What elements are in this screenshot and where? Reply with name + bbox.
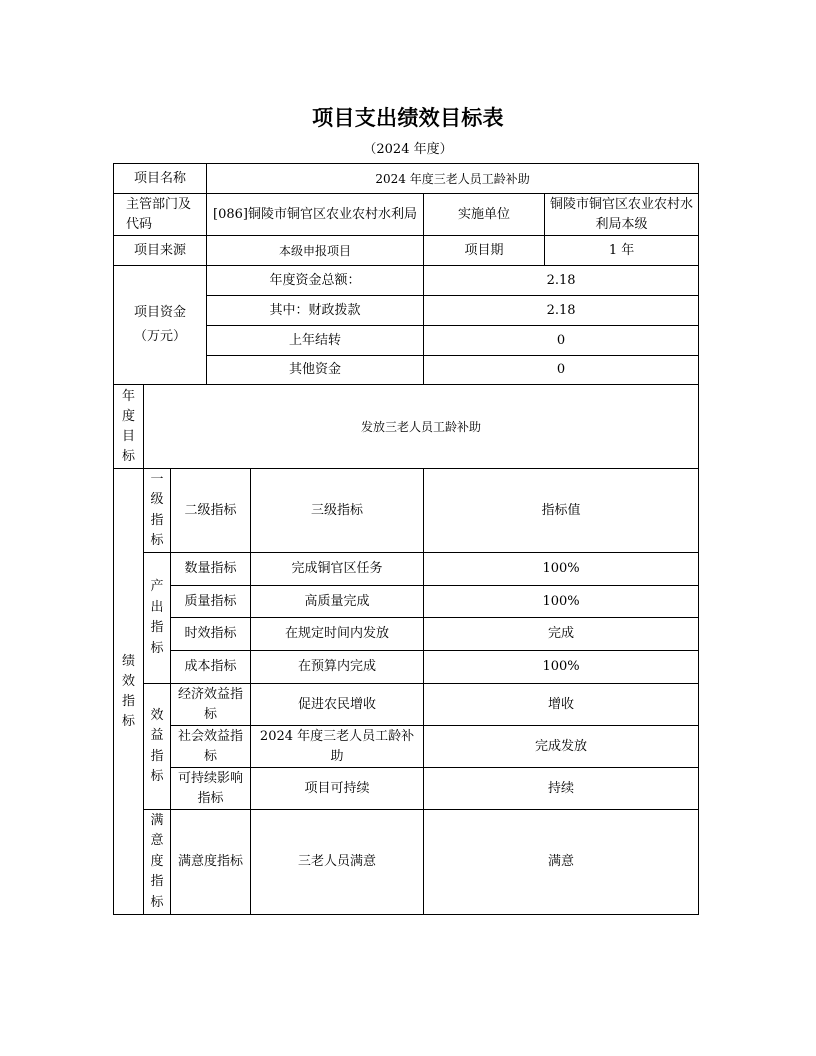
level2-cell: 社会效益指标 [171, 726, 251, 768]
fund-row-label: 其他资金 [207, 356, 424, 385]
indicator-value: 满意 [424, 810, 699, 915]
level1-output-indicator [144, 553, 171, 684]
level2-cell: 数量指标 [171, 553, 251, 586]
level1-satisfaction-text: 满意度指标 [150, 812, 164, 910]
level2-cell: 可持续影响指标 [171, 768, 251, 810]
performance-indicators-label [114, 469, 144, 915]
fund-row-value: 0 [424, 356, 699, 385]
indicator-header-row [114, 469, 699, 553]
level2-header: 二级指标 [171, 469, 251, 553]
fund-row-value: 2.18 [424, 266, 699, 296]
document-year: （2024 年度） [363, 142, 453, 157]
indicator-row [114, 618, 699, 651]
department-row [114, 194, 699, 236]
level3-cell: 项目可持续 [251, 768, 424, 810]
annual-goal-text: 发放三老人员工龄补助 [144, 385, 699, 469]
project-funds-unit: （万元） [134, 329, 187, 344]
department-value: [086]铜陵市铜官区农业农村水利局 [207, 194, 424, 236]
period-label: 项目期 [424, 236, 545, 266]
source-value: 本级申报项目 [207, 236, 424, 266]
annual-goal-label-text: 年度目标 [122, 388, 136, 464]
source-row [114, 236, 699, 266]
level1-benefit-indicator [144, 684, 171, 810]
indicator-row [114, 768, 699, 810]
indicator-value: 100% [424, 553, 699, 586]
indicator-row [114, 553, 699, 586]
indicator-value: 100% [424, 586, 699, 618]
level3-cell: 三老人员满意 [251, 810, 424, 915]
document-title: 项目支出绩效目标表 [312, 106, 504, 130]
level2-cell: 时效指标 [171, 618, 251, 651]
performance-target-table [113, 163, 699, 915]
level1-satisfaction-indicator [144, 810, 171, 915]
level3-header: 三级指标 [251, 469, 424, 553]
level3-cell: 在规定时间内发放 [251, 618, 424, 651]
fund-row-value: 2.18 [424, 296, 699, 326]
annual-goal-row [114, 385, 699, 469]
project-name-label: 项目名称 [114, 164, 207, 194]
level3-cell: 高质量完成 [251, 586, 424, 618]
fund-row-label: 其中：财政拨款 [207, 296, 424, 326]
level3-cell: 在预算内完成 [251, 651, 424, 684]
indicator-row [114, 651, 699, 684]
performance-indicators-label-text: 绩效指标 [122, 653, 136, 729]
implementer-value: 铜陵市铜官区农业农村水利局本级 [545, 194, 699, 236]
project-funds-label-text: 项目资金 [134, 305, 187, 320]
implementer-label: 实施单位 [424, 194, 545, 236]
annual-goal-label [114, 385, 144, 469]
indicator-row [114, 810, 699, 915]
indicator-row [114, 726, 699, 768]
indicator-value: 持续 [424, 768, 699, 810]
indicator-row [114, 684, 699, 726]
period-value: 1 年 [545, 236, 699, 266]
level3-cell: 2024 年度三老人员工龄补助 [251, 726, 424, 768]
indicator-value: 完成 [424, 618, 699, 651]
indicator-value: 100% [424, 651, 699, 684]
indicator-row [114, 586, 699, 618]
value-header: 指标值 [424, 469, 699, 553]
level2-cell: 满意度指标 [171, 810, 251, 915]
fund-row [114, 266, 699, 296]
level3-cell: 促进农民增收 [251, 684, 424, 726]
level1-header [144, 469, 171, 553]
department-label [114, 194, 207, 236]
level2-cell: 质量指标 [171, 586, 251, 618]
indicator-value: 完成发放 [424, 726, 699, 768]
project-name-value: 2024 年度三老人员工龄补助 [207, 164, 699, 194]
level2-cell: 成本指标 [171, 651, 251, 684]
level3-cell: 完成铜官区任务 [251, 553, 424, 586]
project-funds-label [114, 266, 207, 385]
department-label-text: 主管部门及代码 [126, 196, 192, 232]
fund-row-label: 年度资金总额： [207, 266, 424, 296]
fund-row-value: 0 [424, 326, 699, 356]
level1-benefit-text: 效益指标 [150, 707, 164, 784]
level2-cell: 经济效益指标 [171, 684, 251, 726]
project-name-row [114, 164, 699, 194]
level1-output-text: 产出指标 [150, 579, 164, 656]
indicator-value: 增收 [424, 684, 699, 726]
level1-header-text: 一级指标 [150, 471, 164, 548]
source-label: 项目来源 [114, 236, 207, 266]
fund-row-label: 上年结转 [207, 326, 424, 356]
